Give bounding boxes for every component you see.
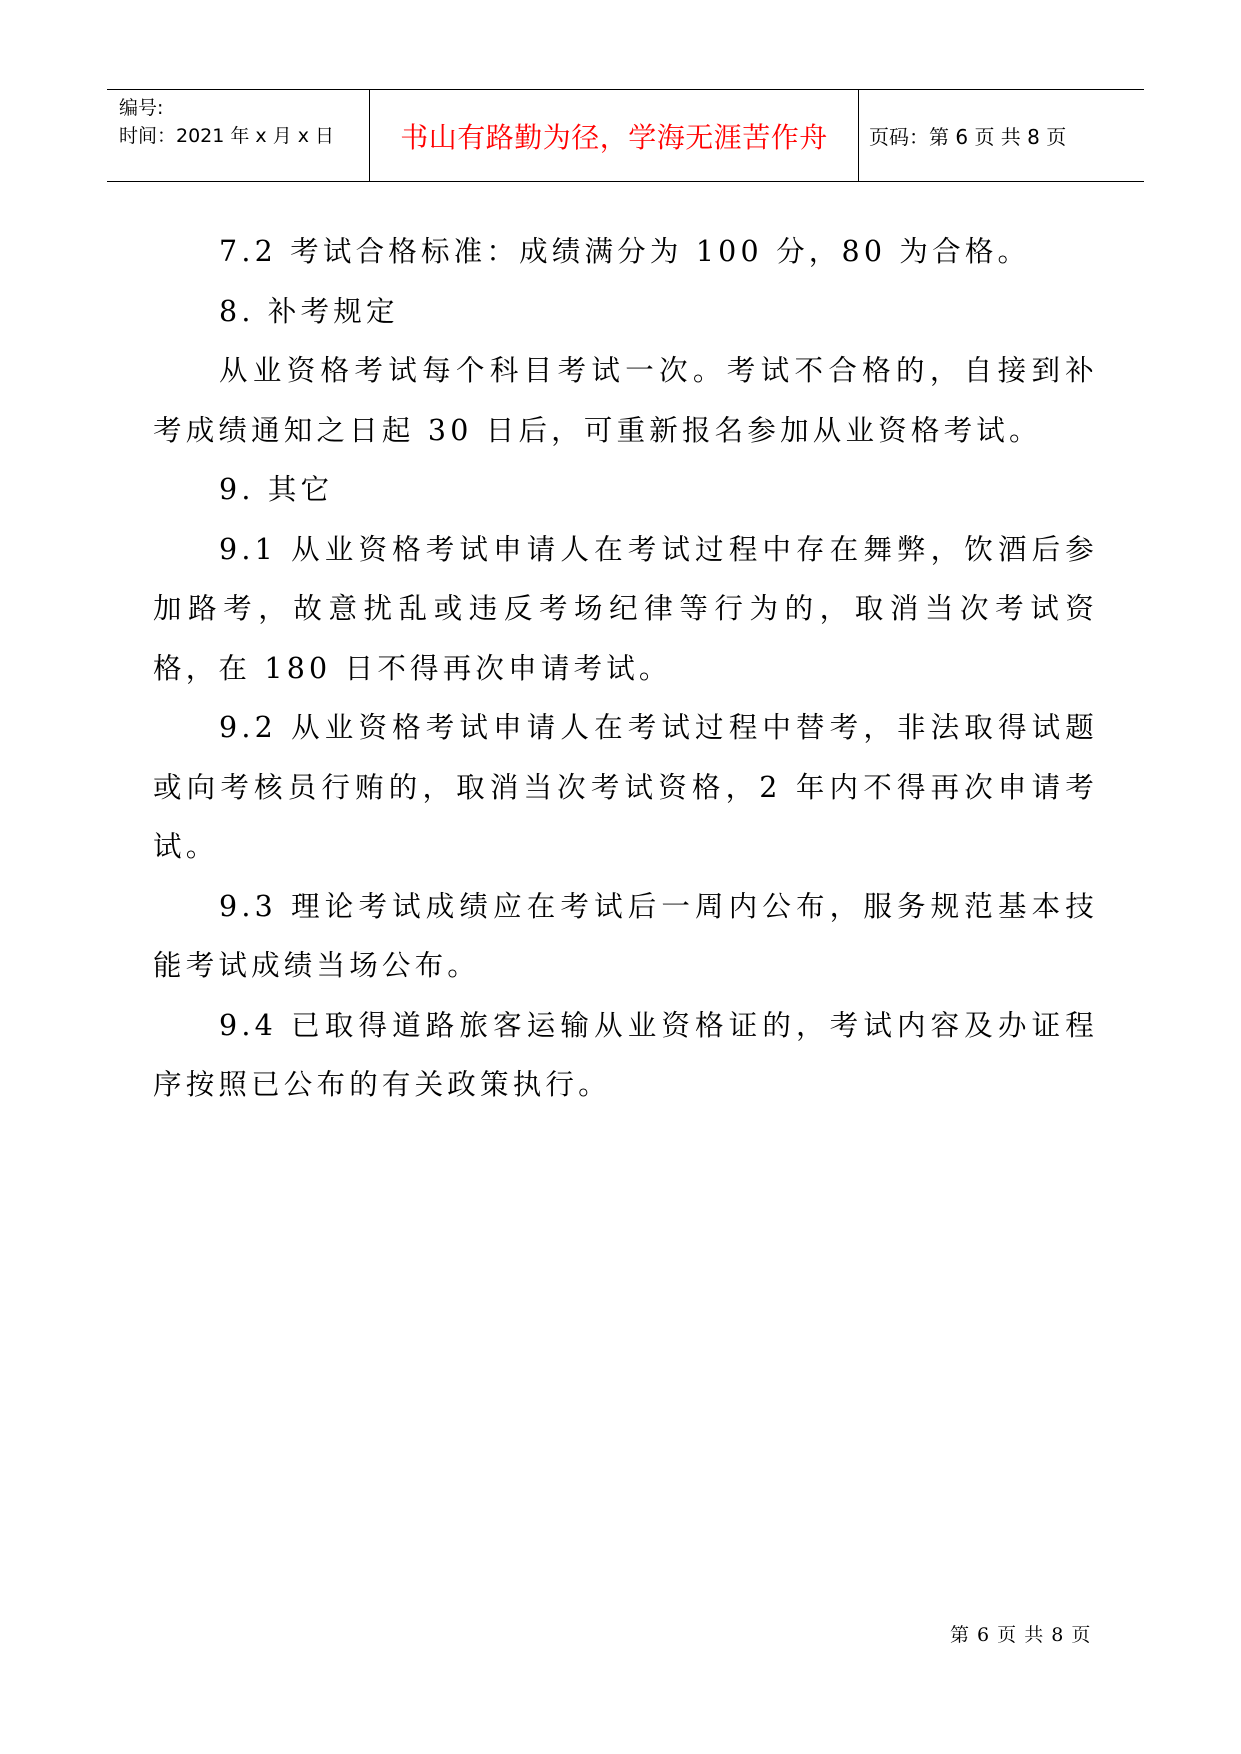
header-page-number: 页码：第 6 页 共 8 页 — [869, 125, 1067, 149]
paragraph-retake-rules: 从业资格考试每个科目考试一次。考试不合格的，自接到补考成绩通知之日起 30 日后，可重新报名参加从业资格考试。 — [153, 354, 1098, 447]
header-divider — [858, 90, 859, 181]
page-header — [107, 89, 1144, 182]
document-time-label: 时间：2021 年 x 月 x 日 — [119, 125, 335, 147]
paragraph-9-4: 9.4 已取得道路旅客运输从业资格证的，考试内容及办证程序按照已公布的有关政策执行。 — [153, 1008, 1098, 1101]
paragraph-9-1: 9.1 从业资格考试申请人在考试过程中存在舞弊，饮酒后参加路考，故意扰乱或违反考场纪律等行为的，取消当次考试资格，在 180 日不得再次申请考试。 — [153, 532, 1098, 685]
header-meta — [119, 94, 334, 150]
paragraph-pass-standard: 7.2 考试合格标准：成绩满分为 100 分，80 为合格。 — [219, 235, 1031, 268]
paragraph-9-2: 9.2 从业资格考试申请人在考试过程中替考，非法取得试题或向考核员行贿的，取消当次考试资格，2 年内不得再次申请考试。 — [153, 711, 1098, 863]
paragraph-9-3: 9.3 理论考试成绩应在考试后一周内公布，服务规范基本技能考试成绩当场公布。 — [153, 889, 1098, 982]
page-footer: 第 6 页 共 8 页 — [950, 1624, 1092, 1646]
section-heading-retake: 8. 补考规定 — [219, 294, 399, 328]
document-body — [153, 222, 1098, 1115]
section-heading-other: 9. 其它 — [219, 473, 334, 506]
header-motto: 书山有路勤为径，学海无涯苦作舟 — [400, 120, 828, 154]
document-number-label: 编号: — [119, 97, 164, 119]
